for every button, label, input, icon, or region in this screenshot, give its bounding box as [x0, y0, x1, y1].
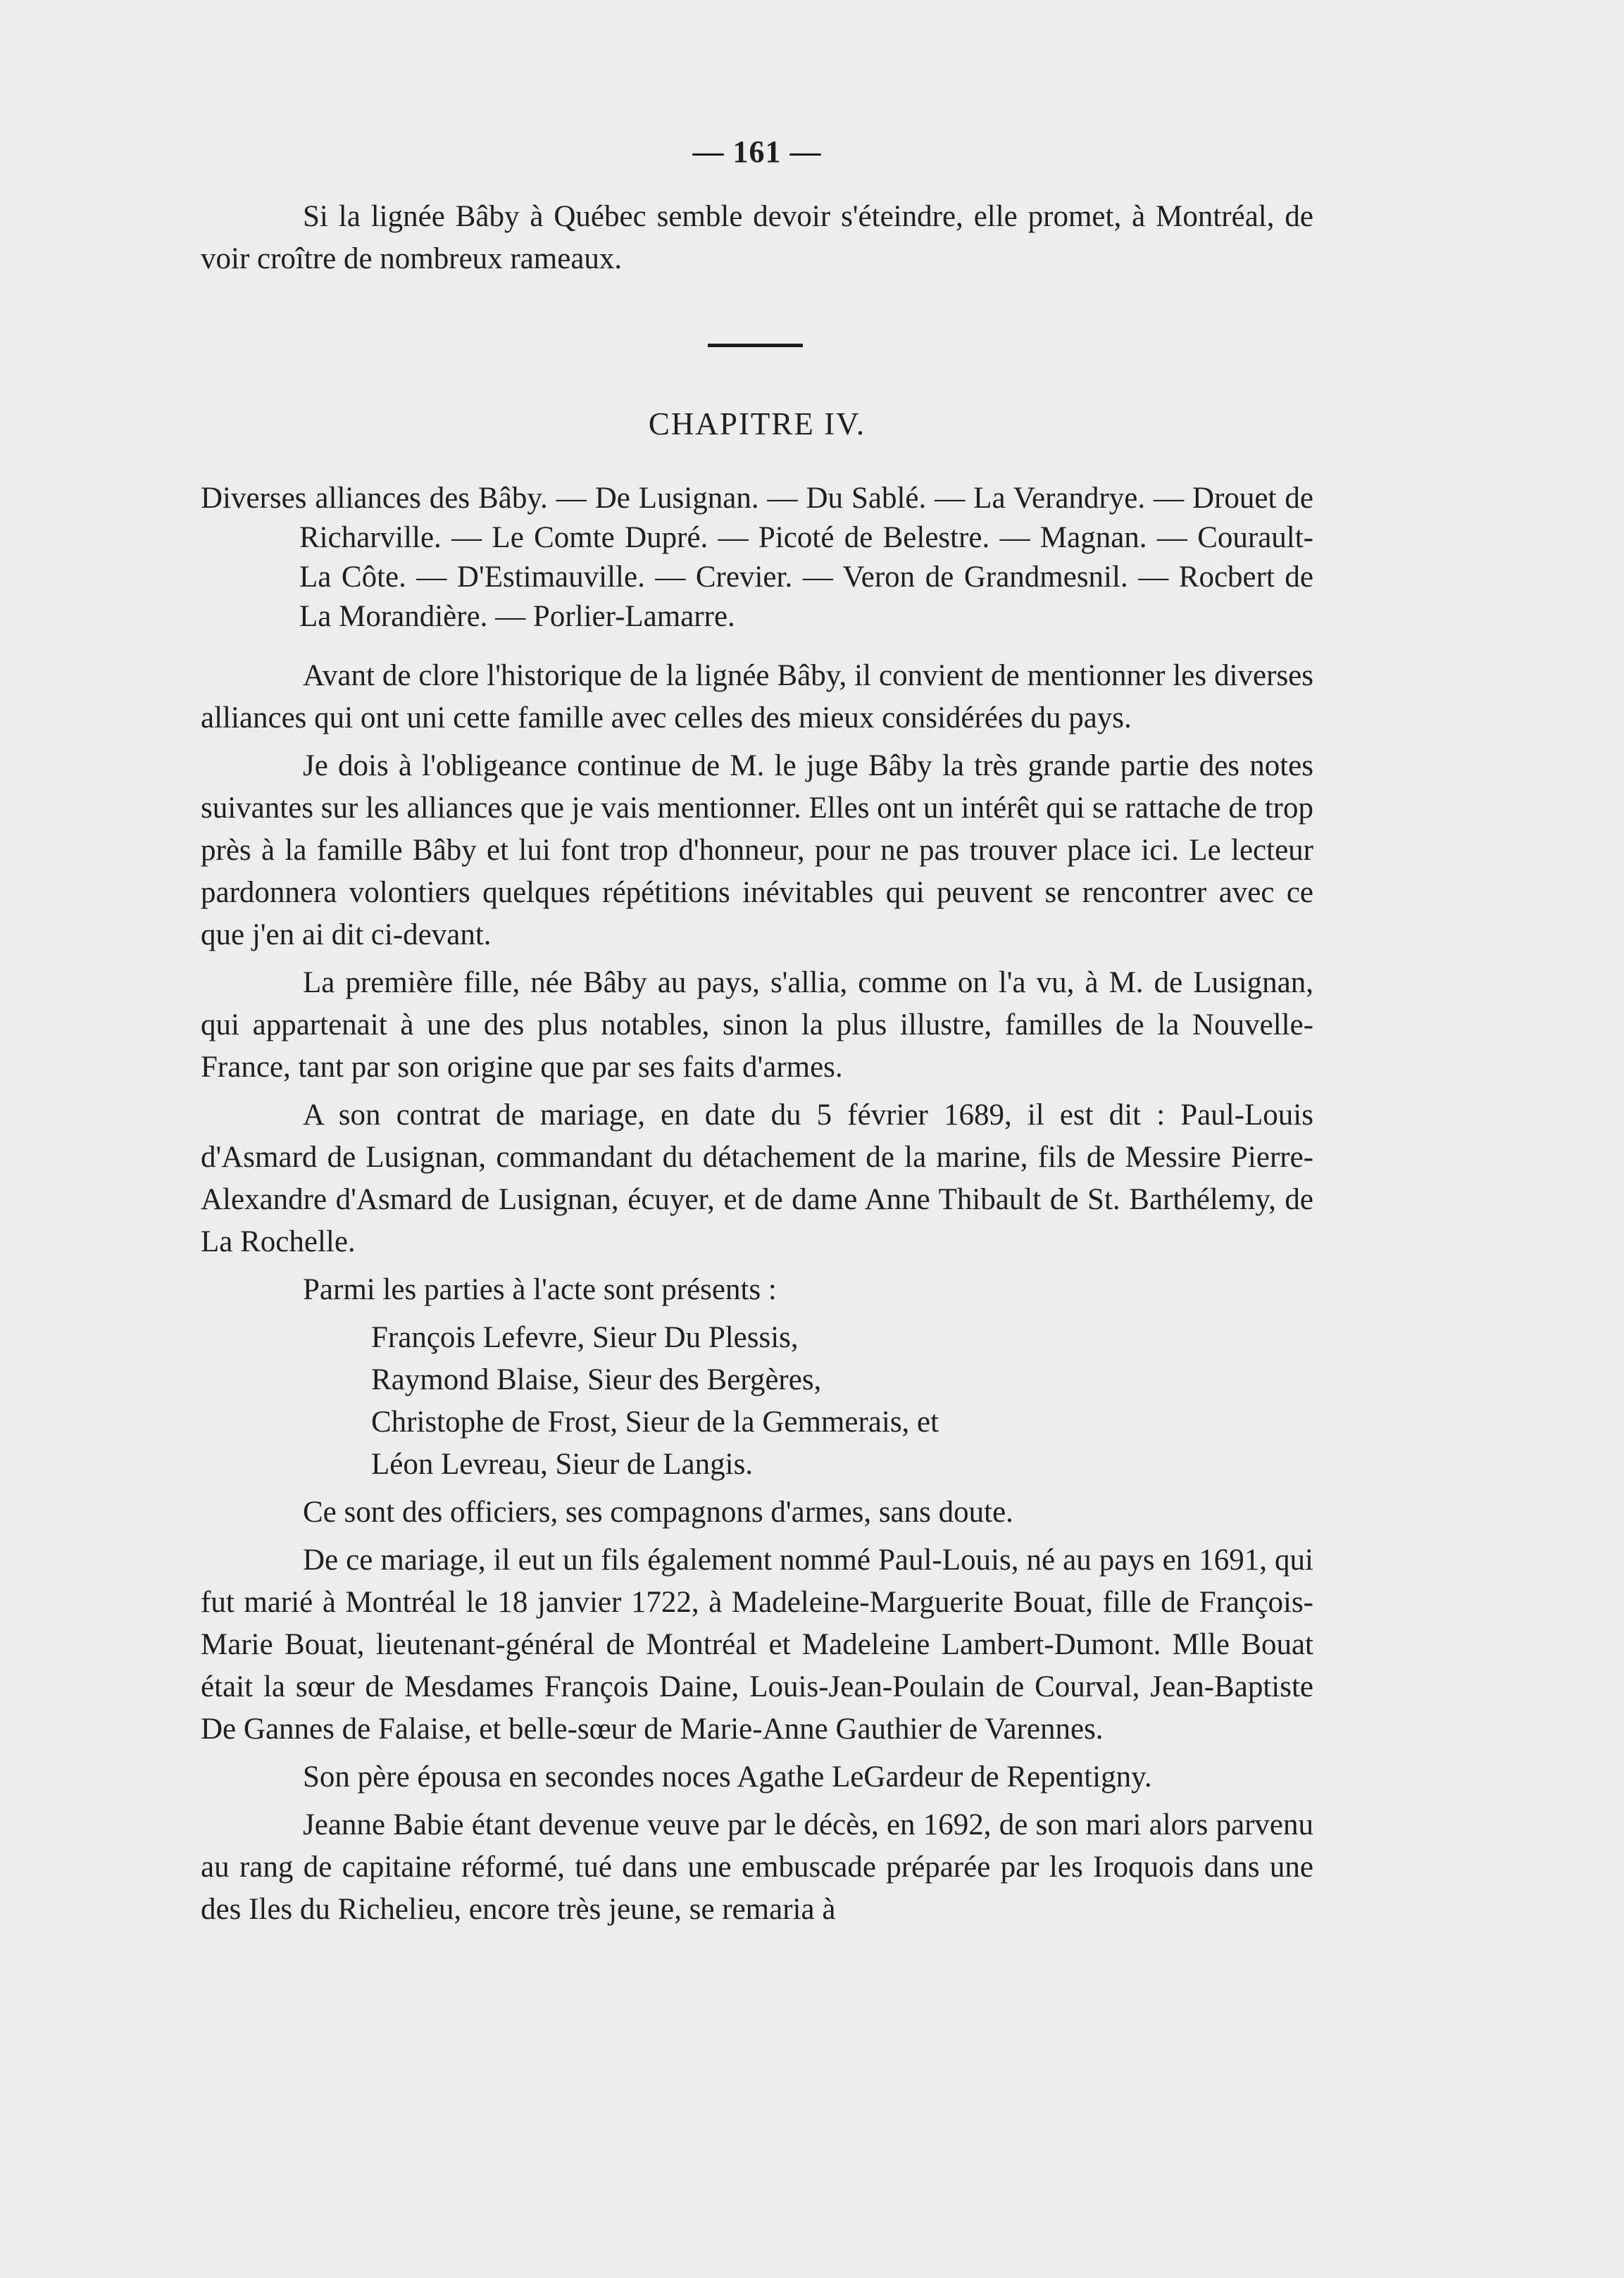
witness-item: Léon Levreau, Sieur de Langis. — [371, 1448, 754, 1481]
body-paragraph: Avant de clore l'historique de la lignée Bâby, il convient de mentionner les diverses alliances qui ont uni cette famille avec celles des mieux considérées du pays. — [201, 659, 1313, 734]
body-paragraph: Ce sont des officiers, ses compagnons d'armes, sans doute. — [303, 1496, 1013, 1529]
body-paragraph: De ce mariage, il eut un fils également nommé Paul-Louis, né au pays en 1691, qui fut marié à Montréal le 18 janvier 1722, à Madeleine-Marguerite Bouat, fille de François-Marie Bouat, lieutenant-général de Montréal et Madeleine Lambert-Dumont. Mlle Bouat était la sœur de Mesdames François Daine, Louis-Jean-Poulain de Courval, Jean-Baptiste De Gannes de Falaise, et belle-sœur de Marie-Anne Gauthier de Varennes. — [201, 1544, 1313, 1746]
body-paragraph: Son père épousa en secondes noces Agathe LeGardeur de Repentigny. — [303, 1760, 1152, 1794]
body-paragraph: Parmi les parties à l'acte sont présents : — [303, 1273, 777, 1306]
intro-paragraph-block — [201, 196, 1313, 286]
intro-paragraph: Si la lignée Bâby à Québec semble devoir s'éteindre, elle promet, à Montréal, de voir croître de nombreux rameaux. — [201, 200, 1313, 275]
chapter-summary: Diverses alliances des Bâby. — De Lusignan. — Du Sablé. — La Verandrye. — Drouet de Richarville. — Le Comte Dupré. — Picoté de Belestre. — Magnan. — Courault-La Côte. — D'Estimauville. — Crevier. — Veron de Grandmesnil. — Rocbert de La Morandière. — Porlier-Lamarre. — [201, 482, 1313, 633]
section-divider-rule — [708, 344, 803, 347]
witness-item: François Lefevre, Sieur Du Plessis, — [371, 1321, 799, 1354]
body-paragraph: Jeanne Babie étant devenue veuve par le décès, en 1692, de son mari alors parvenu au rang de capitaine réformé, tué dans une embuscade préparée par les Iroquois dans une des Iles du Richelieu, encore très jeune, se remaria à — [201, 1808, 1313, 1926]
chapter-body — [201, 655, 1313, 1936]
page-number: — 161 — — [692, 134, 822, 169]
chapter-title: CHAPITRE IV. — [648, 406, 866, 442]
body-paragraph: A son contrat de mariage, en date du 5 février 1689, il est dit : Paul-Louis d'Asmard de Lusignan, commandant du détachement de la marine, fils de Messire Pierre-Alexandre d'Asmard de Lusignan, écuyer, et de dame Anne Thibault de St. Barthélemy, de La Rochelle. — [201, 1099, 1313, 1258]
witness-item: Christophe de Frost, Sieur de la Gemmerais, et — [371, 1406, 939, 1439]
body-paragraph: La première fille, née Bâby au pays, s'allia, comme on l'a vu, à M. de Lusignan, qui appartenait à une des plus notables, sinon la plus illustre, familles de la Nouvelle-France, tant par son origine que par ses faits d'armes. — [201, 966, 1313, 1084]
witness-list — [201, 1317, 1313, 1486]
witness-item: Raymond Blaise, Sieur des Bergères, — [371, 1363, 822, 1396]
body-paragraph: Je dois à l'obligeance continue de M. le juge Bâby la très grande partie des notes suivantes sur les alliances que je vais mentionner. Elles ont un intérêt qui se rattache de trop près à la famille Bâby et lui font trop d'honneur, pour ne pas trouver place ici. Le lecteur pardonnera volontiers quelques répétitions inévitables qui peuvent se rencontrer avec ce que j'en ai dit ci-devant. — [201, 749, 1313, 951]
